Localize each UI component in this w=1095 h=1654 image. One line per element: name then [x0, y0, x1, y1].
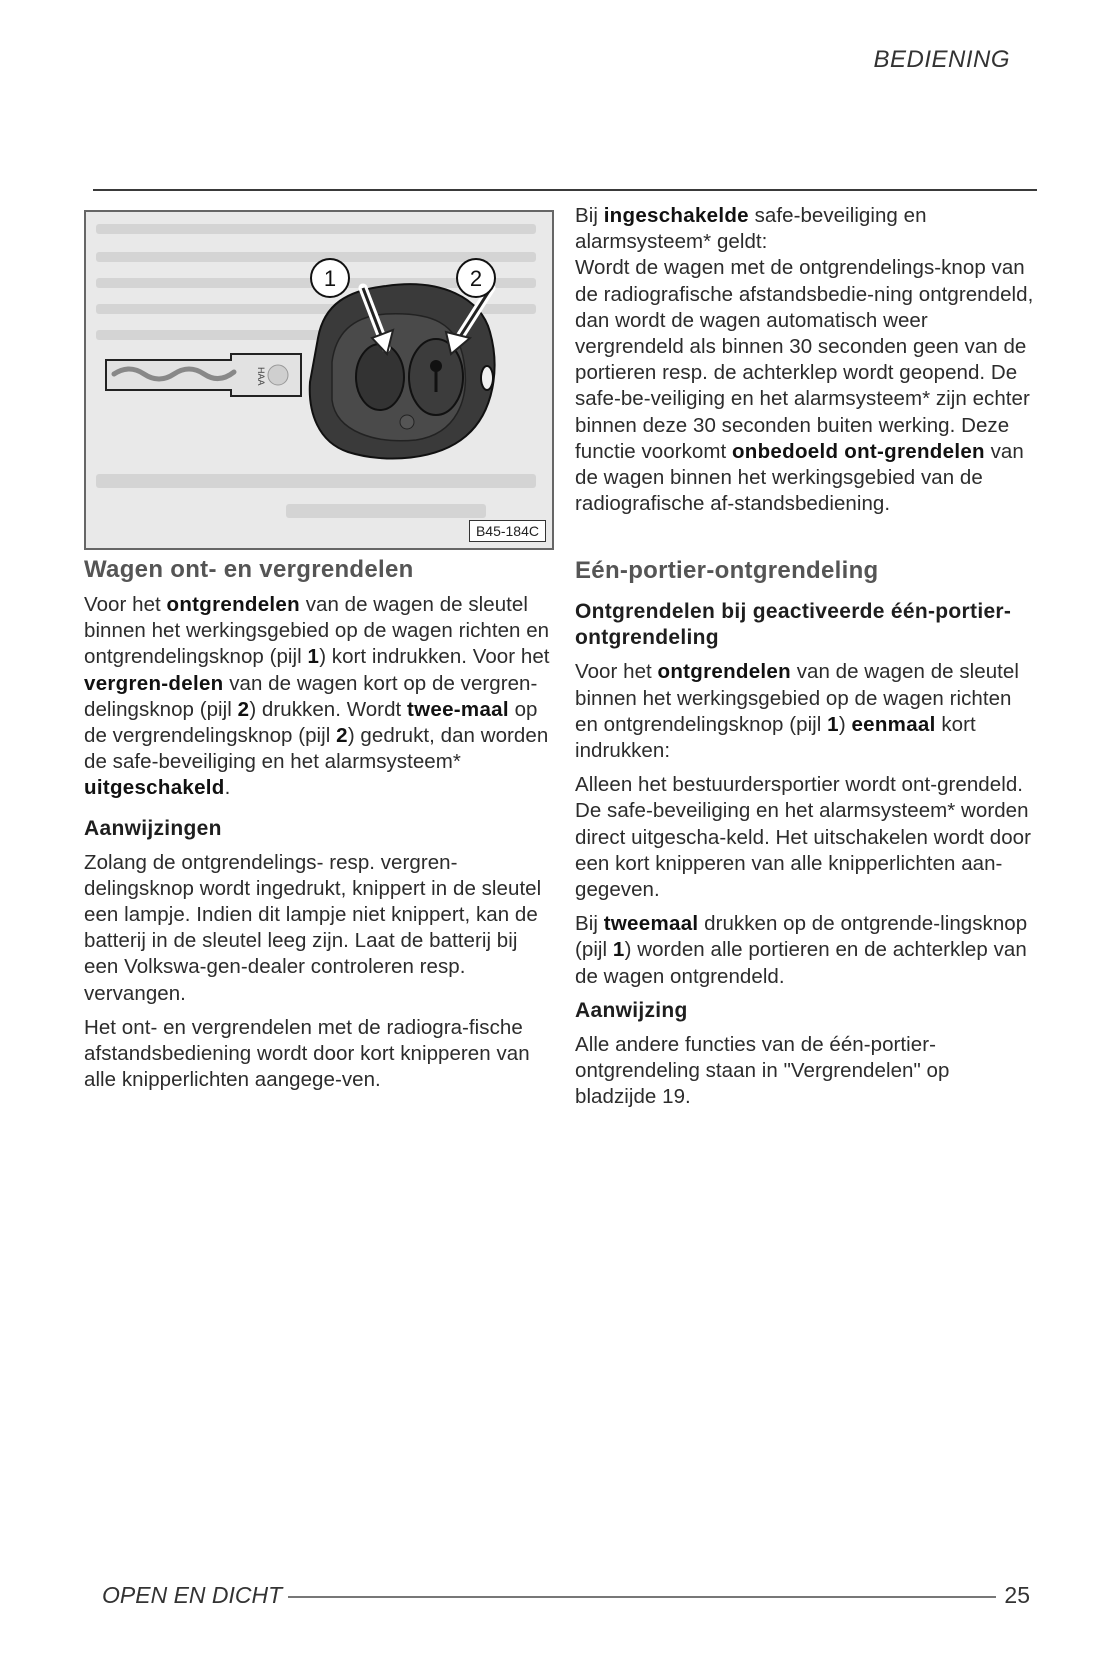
footer-rule [288, 1596, 996, 1598]
body-text: Wordt de wagen met de ontgrendelings-knop van de radiografische afstandsbedie-ning ontgrendeld, dan wordt de wagen automatisch weer vergrendeld als binnen 30 seconden geen van de portieren resp. de achterklep wordt geopend. De safe-be-veiliging en het alarmsysteem* zijn echter binnen deze 30 seconden buiten werking. Deze functie voorkomt [575, 256, 1034, 463]
key-stamp: HAA [256, 367, 266, 386]
right-column [575, 203, 1035, 1110]
subsection-title-single-door: Ontgrendelen bij geactiveerde één-portier-ontgrendeling [575, 600, 1012, 650]
paragraph-notes-indicators: Het ont- en vergrendelen met de radiogra-fische afstandsbediening wordt door kort knipperen van alle knipperlichten aangege-ven. [84, 1015, 530, 1092]
emphasis-text: uitgeschakeld [84, 776, 225, 800]
paragraph-safe-active [575, 203, 1035, 255]
emphasis-text: 2 [336, 724, 348, 748]
section-title-single-door: Eén-portier-ontgrendeling [575, 557, 879, 585]
left-column [84, 210, 554, 1093]
body-text: van de wagen binnen het werkingsgebied van de radiografische af-standsbediening. [575, 439, 1024, 516]
emphasis-text: tweemaal [603, 912, 699, 936]
emphasis-text: eenmaal [851, 712, 936, 736]
emphasis-text: ingeschakelde [603, 204, 749, 227]
emphasis-text: 2 [237, 697, 250, 721]
key-blade [106, 354, 301, 396]
paragraph-auto-relock [575, 255, 1035, 517]
body-text: van de wagen de sleutel binnen het werkingsgebied op de wagen richten en ontgrendelingsknop (pijl [575, 660, 1019, 736]
paragraph-note-reference: Alle andere functies van de één-portier-ontgrendeling staan in "Vergrendelen" op bladzijde 19. [575, 1032, 950, 1109]
body-text: ) worden alle portieren en de achterklep van de wagen ontgrendeld. [575, 938, 1027, 988]
emphasis-text: 1 [827, 712, 839, 736]
body-text: van de wagen kort op de vergren-delingsknop (pijl [84, 671, 538, 721]
key-remote-figure [84, 210, 554, 550]
body-text: Voor het [84, 593, 167, 616]
body-text: ) kort indrukken. Voor het [319, 645, 550, 669]
notes-title: Aanwijzingen [84, 816, 222, 840]
body-text: ) drukken. Wordt [249, 697, 408, 721]
key-remote-illustration [86, 212, 554, 550]
remote-head [310, 284, 495, 458]
paragraph-driver-door: Alleen het bestuurdersportier wordt ont-grendeld. De safe-beveiliging en het alarmsysteem* worden direct uitgescha-keld. Het uitschakelen wordt door een kort knipperen van alle knipperlichten aan-gegeven. [575, 773, 1032, 902]
callout-1 [311, 259, 349, 297]
emphasis-text: ontgrendelen [166, 593, 300, 616]
paragraph-press-twice [575, 911, 1035, 990]
body-text: Bij [575, 204, 604, 227]
emphasis-text: vergren-delen [84, 671, 224, 695]
running-head: BEDIENING [873, 46, 1010, 73]
note-title: Aanwijzing [575, 998, 688, 1022]
paragraph-notes-lamp: Zolang de ontgrendelings- resp. vergren-delingsknop wordt ingedrukt, knippert in de sleutel een lampje. Indien dit lampje niet knippert, kan de batterij in de sleutel leeg zijn. Laat de batterij bij een Volkswa-gen-dealer controleren resp. vervangen. [84, 850, 542, 1005]
emphasis-text: ontgrendelen [657, 660, 791, 684]
paragraph-single-door-unlock [575, 659, 1035, 764]
body-text: ) gedrukt, dan worden de safe-beveiliging en het alarmsysteem* [84, 724, 549, 774]
footer-section-title: OPEN EN DICHT [102, 1581, 283, 1608]
body-text: . [224, 776, 231, 800]
body-text: kort indrukken: [575, 712, 976, 763]
figure-code: B45-184C [469, 520, 546, 542]
svg-text:2: 2 [469, 266, 483, 291]
led-indicator [400, 415, 414, 429]
body-text: Voor het [575, 660, 658, 684]
page-footer [102, 1578, 1030, 1612]
body-text: van de wagen de sleutel binnen het werkingsgebied op de wagen richten en ontgrendelingsknop (pijl [84, 593, 550, 669]
emphasis-text: 1 [307, 645, 320, 669]
emphasis-text: 1 [612, 938, 625, 962]
svg-text:1: 1 [323, 266, 337, 291]
emphasis-text: onbedoeld ont-grendelen [731, 439, 985, 463]
unlock-button [356, 344, 404, 410]
body-text: drukken op de ontgrende-lingsknop (pijl [575, 912, 1028, 962]
body-text: safe-beveiliging en alarmsysteem* geldt: [575, 204, 927, 254]
emphasis-text: twee-maal [407, 697, 509, 721]
section-title-lock-unlock: Wagen ont- en vergrendelen [84, 556, 414, 583]
page-number: 25 [1004, 1581, 1030, 1608]
body-text: Bij [575, 912, 604, 936]
body-text: ) [838, 712, 852, 736]
paragraph-lock-unlock [84, 592, 554, 802]
callout-2 [457, 259, 495, 297]
top-rule [93, 189, 1037, 191]
body-text: op de vergrendelingsknop (pijl [84, 697, 538, 748]
